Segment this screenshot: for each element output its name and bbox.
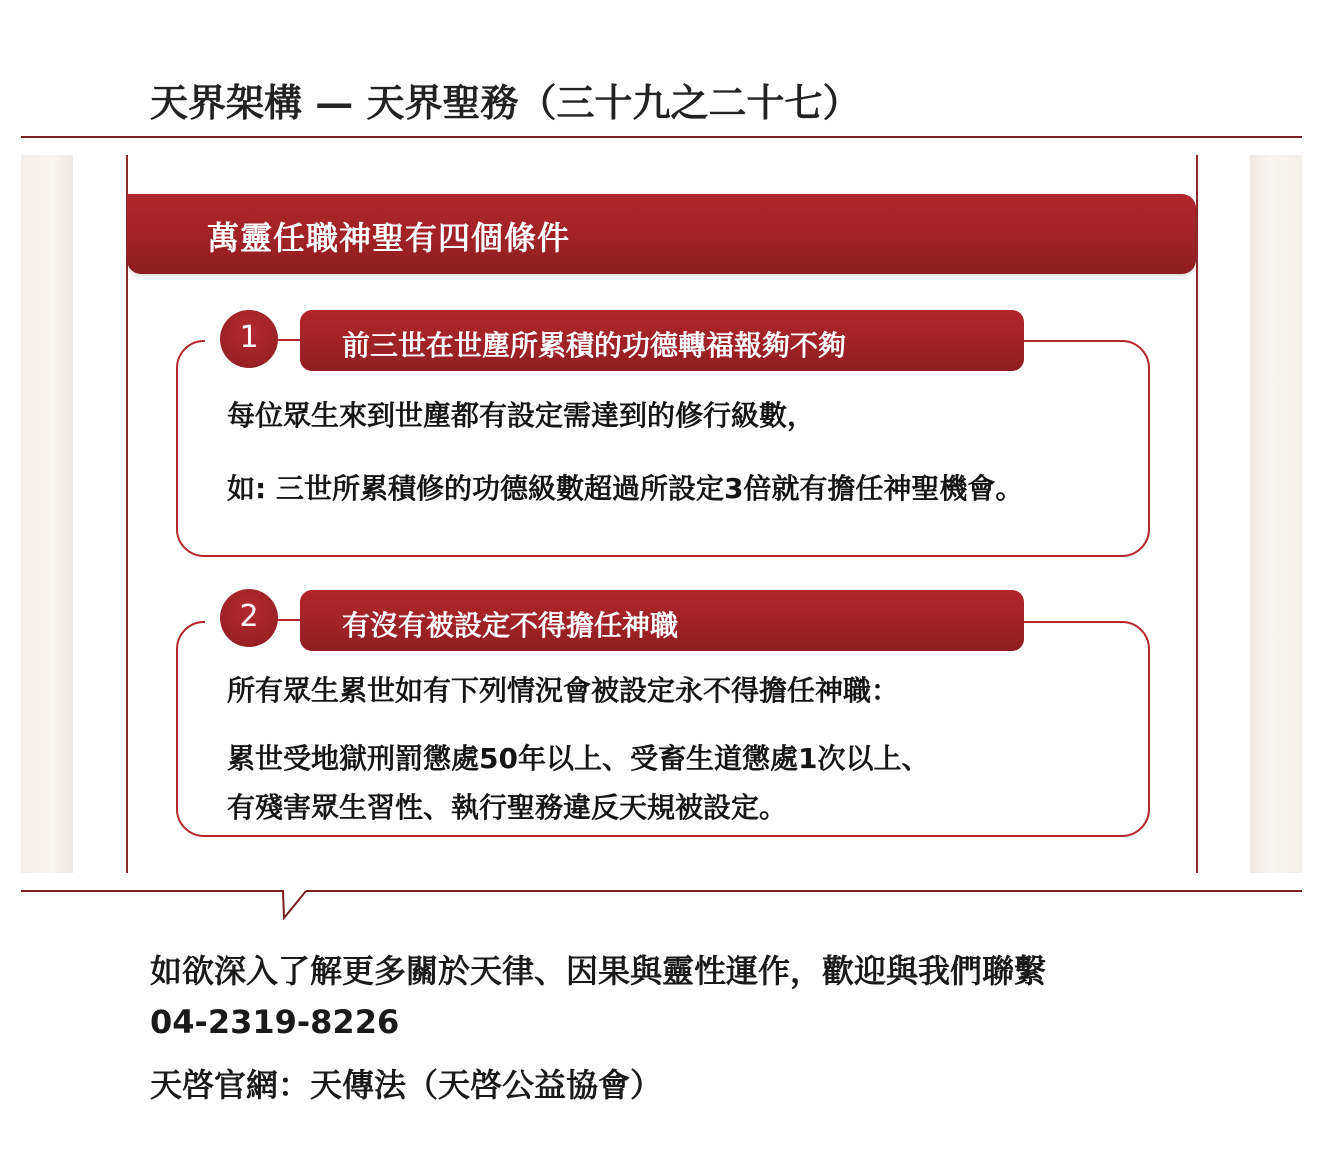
main-banner-title: 萬靈任職神聖有四個條件 <box>207 219 571 257</box>
left-decorative-bar <box>21 155 73 873</box>
condition-title-2: 有沒有被設定不得擔任神職 <box>342 609 679 642</box>
right-decorative-bar <box>1250 155 1302 873</box>
contact-invitation: 如欲深入了解更多關於天律、因果與靈性運作，歡迎與我們聯繫 <box>150 952 1047 990</box>
condition-2-line-3: 有殘害眾生習性、執行聖務違反天規被設定。 <box>227 791 788 824</box>
bottom-divider-left <box>21 890 284 892</box>
top-divider <box>21 136 1302 138</box>
condition-title-1: 前三世在世塵所累積的功德轉福報夠不夠 <box>342 329 847 362</box>
page-title: 天界架構 — 天界聖務（三十九之二十七） <box>150 80 861 125</box>
panel-right-border <box>1196 155 1198 873</box>
condition-1-line-1: 每位眾生來到世塵都有設定需達到的修行級數， <box>227 399 816 432</box>
number-badge-2: 2 <box>220 589 278 647</box>
condition-card-1 <box>176 340 1150 557</box>
bottom-divider-right <box>306 890 1302 892</box>
number-badge-1: 1 <box>220 310 278 368</box>
official-website[interactable]: 天啓官網：天傳法（天啓公益協會） <box>150 1066 663 1104</box>
condition-2-line-1: 所有眾生累世如有下列情況會被設定永不得擔任神職： <box>227 674 900 707</box>
speech-notch-icon <box>282 890 310 920</box>
connector-line <box>276 619 302 621</box>
condition-title-banner-1 <box>300 310 1024 371</box>
connector-line <box>276 339 302 341</box>
contact-phone[interactable]: 04-2319-8226 <box>150 1003 400 1041</box>
main-banner <box>127 194 1196 274</box>
condition-1-line-2: 如: 三世所累積修的功德級數超過所設定3倍就有擔任神聖機會。 <box>227 472 1024 505</box>
condition-2-line-2: 累世受地獄刑罰懲處50年以上、受畜生道懲處1次以上、 <box>227 742 930 775</box>
condition-title-banner-2 <box>300 590 1024 651</box>
